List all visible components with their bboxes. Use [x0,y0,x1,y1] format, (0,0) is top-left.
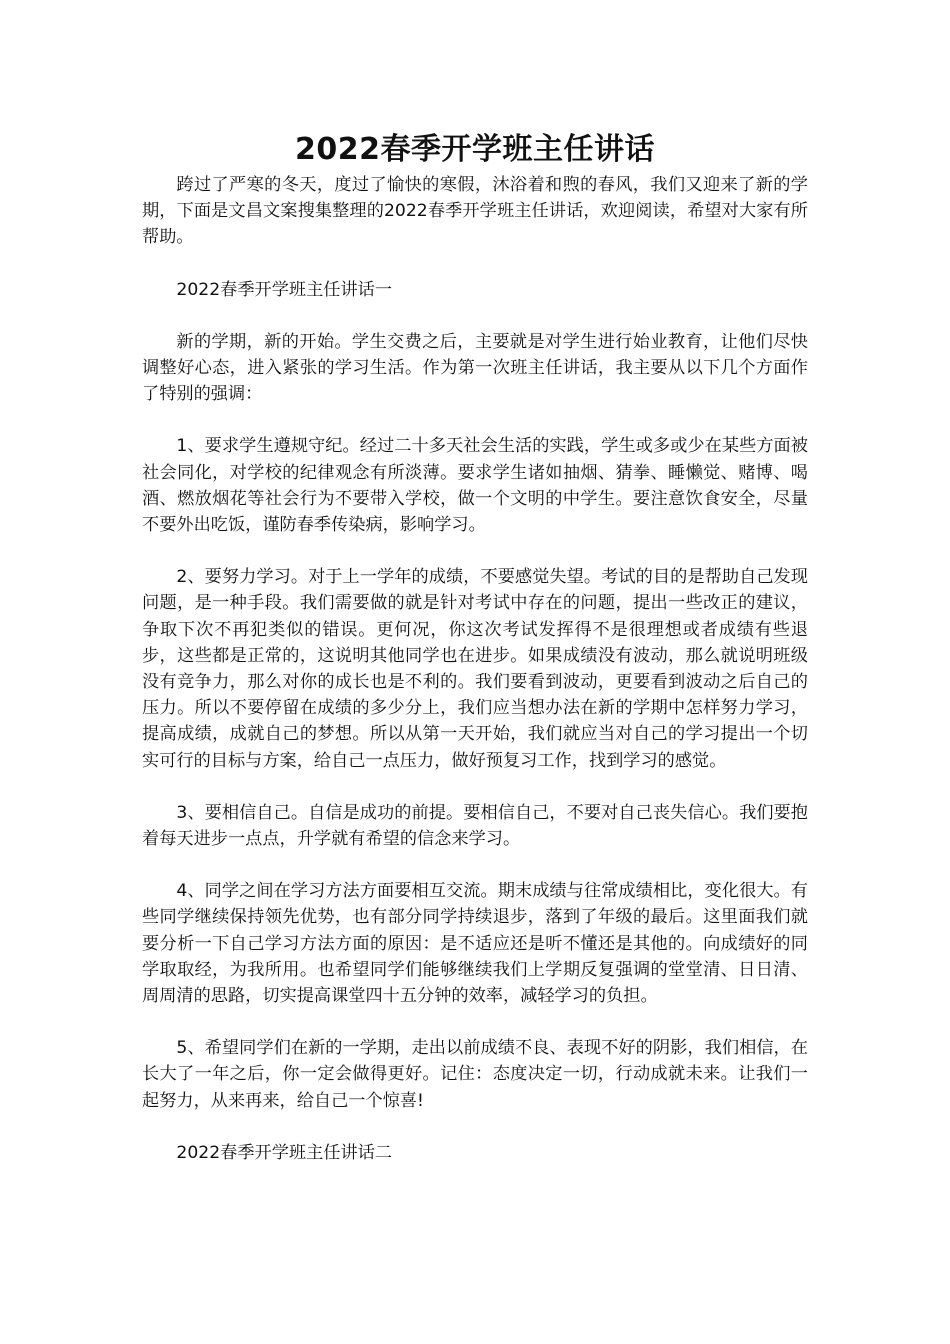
body-paragraph: 4、同学之间在学习方法方面要相互交流。期末成绩与往常成绩相比，变化很大。有些同学继续保持领先优势，也有部分同学持续退步，落到了年级的最后。这里面我们就要分析一下自己学习方法方面的原因：是不适应还是听不懂还是其他的。向成绩好的同学取取经，为我所用。也希望同学们能够继续我们上学期反复强调的堂堂清、日日清、周周清的思路，切实提高课堂四十五分钟的效率，减轻学习的负担。 [142,881,808,1007]
section-heading-one: 2022春季开学班主任讲话一 [176,279,393,300]
document-title: 2022春季开学班主任讲话 [295,132,655,167]
body-paragraph: 2、要努力学习。对于上一学年的成绩，不要感觉失望。考试的目的是帮助自己发现问题，是一种手段。我们需要做的就是针对考试中存在的问题，提出一些改正的建议，争取下次不再犯类似的错误。更何况，你这次考试发挥得不是很理想或者成绩有些退步，这些都是正常的，这说明其他同学也在进步。如果成绩没有波动，那么就说明班级没有竞争力，那么对你的成长也是不利的。我们要看到波动，更要看到波动之后自己的压力。所以不要停留在成绩的多少分上，我们应当想办法在新的学期中怎样努力学习，提高成绩，成就自己的梦想。所以从第一天开始，我们就应当对自己的学习提出一个切实可行的目标与方案，给自己一点压力，做好预复习工作，找到学习的感觉。 [142,567,808,771]
body-paragraph: 新的学期，新的开始。学生交费之后，主要就是对学生进行始业教育，让他们尽快调整好心态，进入紧张的学习生活。作为第一次班主任讲话，我主要从以下几个方面作了特别的强调： [142,331,808,405]
body-paragraph: 5、希望同学们在新的一学期，走出以前成绩不良、表现不好的阴影，我们相信，在长大了一年之后，你一定会做得更好。记住：态度决定一切，行动成就未来。让我们一起努力，从来再来，给自己一个惊喜! [142,1038,808,1111]
document-page [142,128,808,1166]
intro-paragraph: 跨过了严寒的冬天，度过了愉快的寒假，沐浴着和煦的春风，我们又迎来了新的学期，下面是文昌文案搜集整理的2022春季开学班主任讲话，欢迎阅读，希望对大家有所帮助。 [142,175,808,248]
section-heading-two: 2022春季开学班主任讲话二 [176,1142,393,1163]
body-paragraph: 1、要求学生遵规守纪。经过二十多天社会生活的实践，学生或多或少在某些方面被社会同化，对学校的纪律观念有所淡薄。要求学生诸如抽烟、猜拳、睡懒觉、赌博、喝酒、燃放烟花等社会行为不要带入学校，做一个文明的中学生。要注意饮食安全，尽量不要外出吃饭，谨防春季传染病，影响学习。 [142,436,808,536]
body-paragraph: 3、要相信自己。自信是成功的前提。要相信自己，不要对自己丧失信心。我们要抱着每天进步一点点，升学就有希望的信念来学习。 [142,802,808,850]
